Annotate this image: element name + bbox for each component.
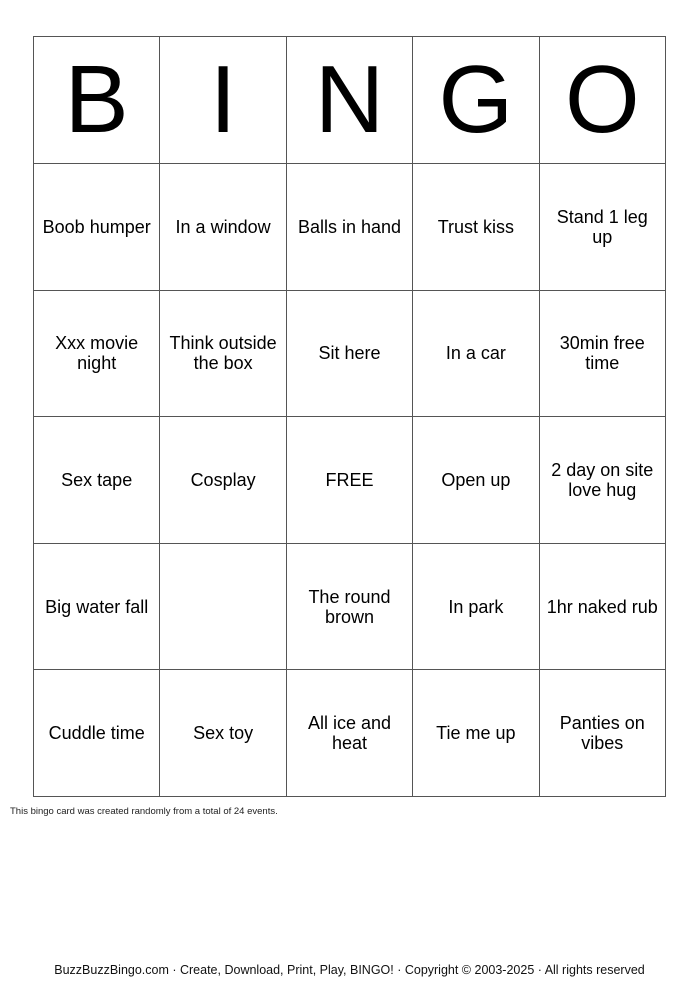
card-cell: Think outside the box (160, 290, 286, 417)
card-cell: In park (413, 543, 539, 670)
card-row (34, 417, 666, 544)
card-cell: Tie me up (413, 670, 539, 797)
card-row (34, 164, 666, 291)
card-cell: Trust kiss (413, 164, 539, 291)
card-cell: In a window (160, 164, 286, 291)
card-cell: Balls in hand (286, 164, 412, 291)
free-space-cell: FREE (286, 417, 412, 544)
header-row (34, 37, 666, 164)
card-row (34, 670, 666, 797)
card-row (34, 290, 666, 417)
card-cell-empty (160, 543, 286, 670)
card-cell: Panties on vibes (539, 670, 665, 797)
header-letter-i: I (160, 37, 286, 164)
card-cell: Cuddle time (34, 670, 160, 797)
card-cell: Boob humper (34, 164, 160, 291)
header-letter-o: O (539, 37, 665, 164)
card-generation-note: This bingo card was created randomly from a total of 24 events. (10, 806, 278, 817)
card-row (34, 543, 666, 670)
page-footer: BuzzBuzzBingo.com · Create, Download, Print, Play, BINGO! · Copyright © 2003-2025 · All rights reserved (54, 963, 645, 977)
card-cell: Open up (413, 417, 539, 544)
header-letter-g: G (413, 37, 539, 164)
card-cell: Cosplay (160, 417, 286, 544)
card-cell: All ice and heat (286, 670, 412, 797)
card-cell: Xxx movie night (34, 290, 160, 417)
card-cell: In a car (413, 290, 539, 417)
card-cell: Sex toy (160, 670, 286, 797)
header-letter-n: N (286, 37, 412, 164)
card-cell: 2 day on site love hug (539, 417, 665, 544)
card-cell: The round brown (286, 543, 412, 670)
card-cell: Big water fall (34, 543, 160, 670)
card-cell: Sit here (286, 290, 412, 417)
card-cell: 1hr naked rub (539, 543, 665, 670)
card-cell: Sex tape (34, 417, 160, 544)
bingo-card (33, 36, 666, 797)
header-letter-b: B (34, 37, 160, 164)
card-cell: Stand 1 leg up (539, 164, 665, 291)
card-cell: 30min free time (539, 290, 665, 417)
